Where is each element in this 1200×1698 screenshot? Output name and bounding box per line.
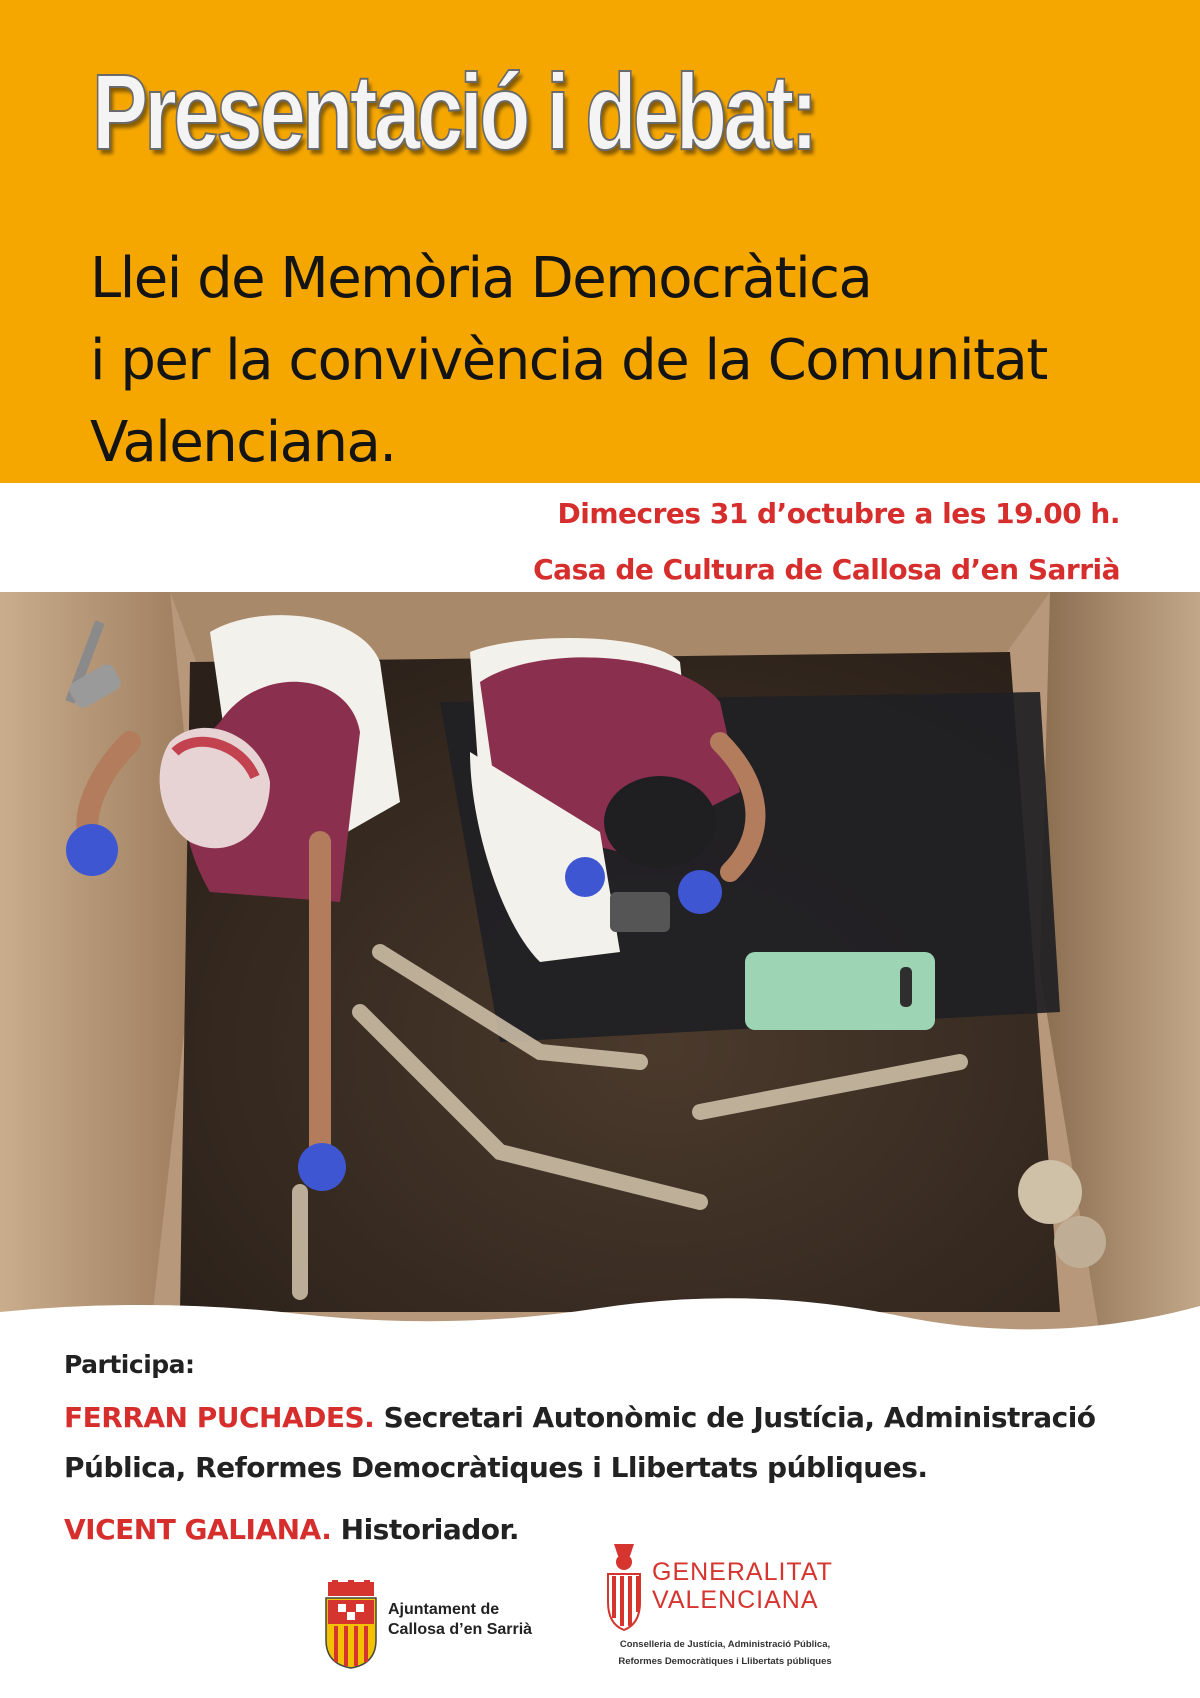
generalitat-line-1: GENERALITAT [652, 1558, 833, 1586]
coat-of-arms-icon [322, 1580, 380, 1670]
participants-section [64, 1350, 1144, 1567]
conselleria-line-1: Conselleria de Justícia, Administració Pública, [619, 1639, 831, 1650]
subtitle-line-2: i per la convivència de la Comunitat [90, 328, 1047, 393]
participants-heading: Participa: [64, 1350, 195, 1379]
generalitat-line-2: VALENCIANA [652, 1586, 819, 1614]
poster-subtitle [90, 238, 1047, 484]
event-date-time: Dimecres 31 d’octubre a les 19.00 h. [557, 497, 1120, 530]
generalitat-logo [600, 1540, 860, 1690]
event-location: Casa de Cultura de Callosa d’en Sarrià [533, 553, 1120, 586]
event-info [533, 486, 1120, 598]
participant-1-name: FERRAN PUCHADES. [64, 1401, 375, 1434]
generalitat-name [652, 1558, 833, 1614]
conselleria-name [600, 1636, 850, 1670]
poster-title: Presentació i debat: [92, 51, 815, 172]
excavation-photo [0, 592, 1200, 1336]
ajuntament-name [388, 1600, 532, 1640]
participant-2-role: Historiador. [340, 1513, 519, 1546]
conselleria-line-2: Reformes Democràtiques i Llibertats públiques [618, 1656, 832, 1667]
excavation-illustration [0, 592, 1200, 1336]
generalitat-emblem-icon [600, 1540, 648, 1632]
participant-2-name: VICENT GALIANA. [64, 1513, 332, 1546]
ajuntament-line-1: Ajuntament de [388, 1601, 500, 1618]
subtitle-line-3: Valenciana. [90, 410, 396, 475]
subtitle-line-1: Llei de Memòria Democràtica [90, 246, 872, 311]
participant-1 [64, 1393, 1144, 1493]
participant-1-role: Secretari Autonòmic de Justícia, Administració [383, 1401, 1096, 1434]
participant-1-role-cont: Pública, Reformes Democràtiques i Llibertats públiques. [64, 1451, 928, 1484]
ajuntament-logo [322, 1580, 582, 1670]
ajuntament-line-2: Callosa d’en Sarrià [388, 1621, 533, 1638]
header-banner [0, 0, 1200, 483]
